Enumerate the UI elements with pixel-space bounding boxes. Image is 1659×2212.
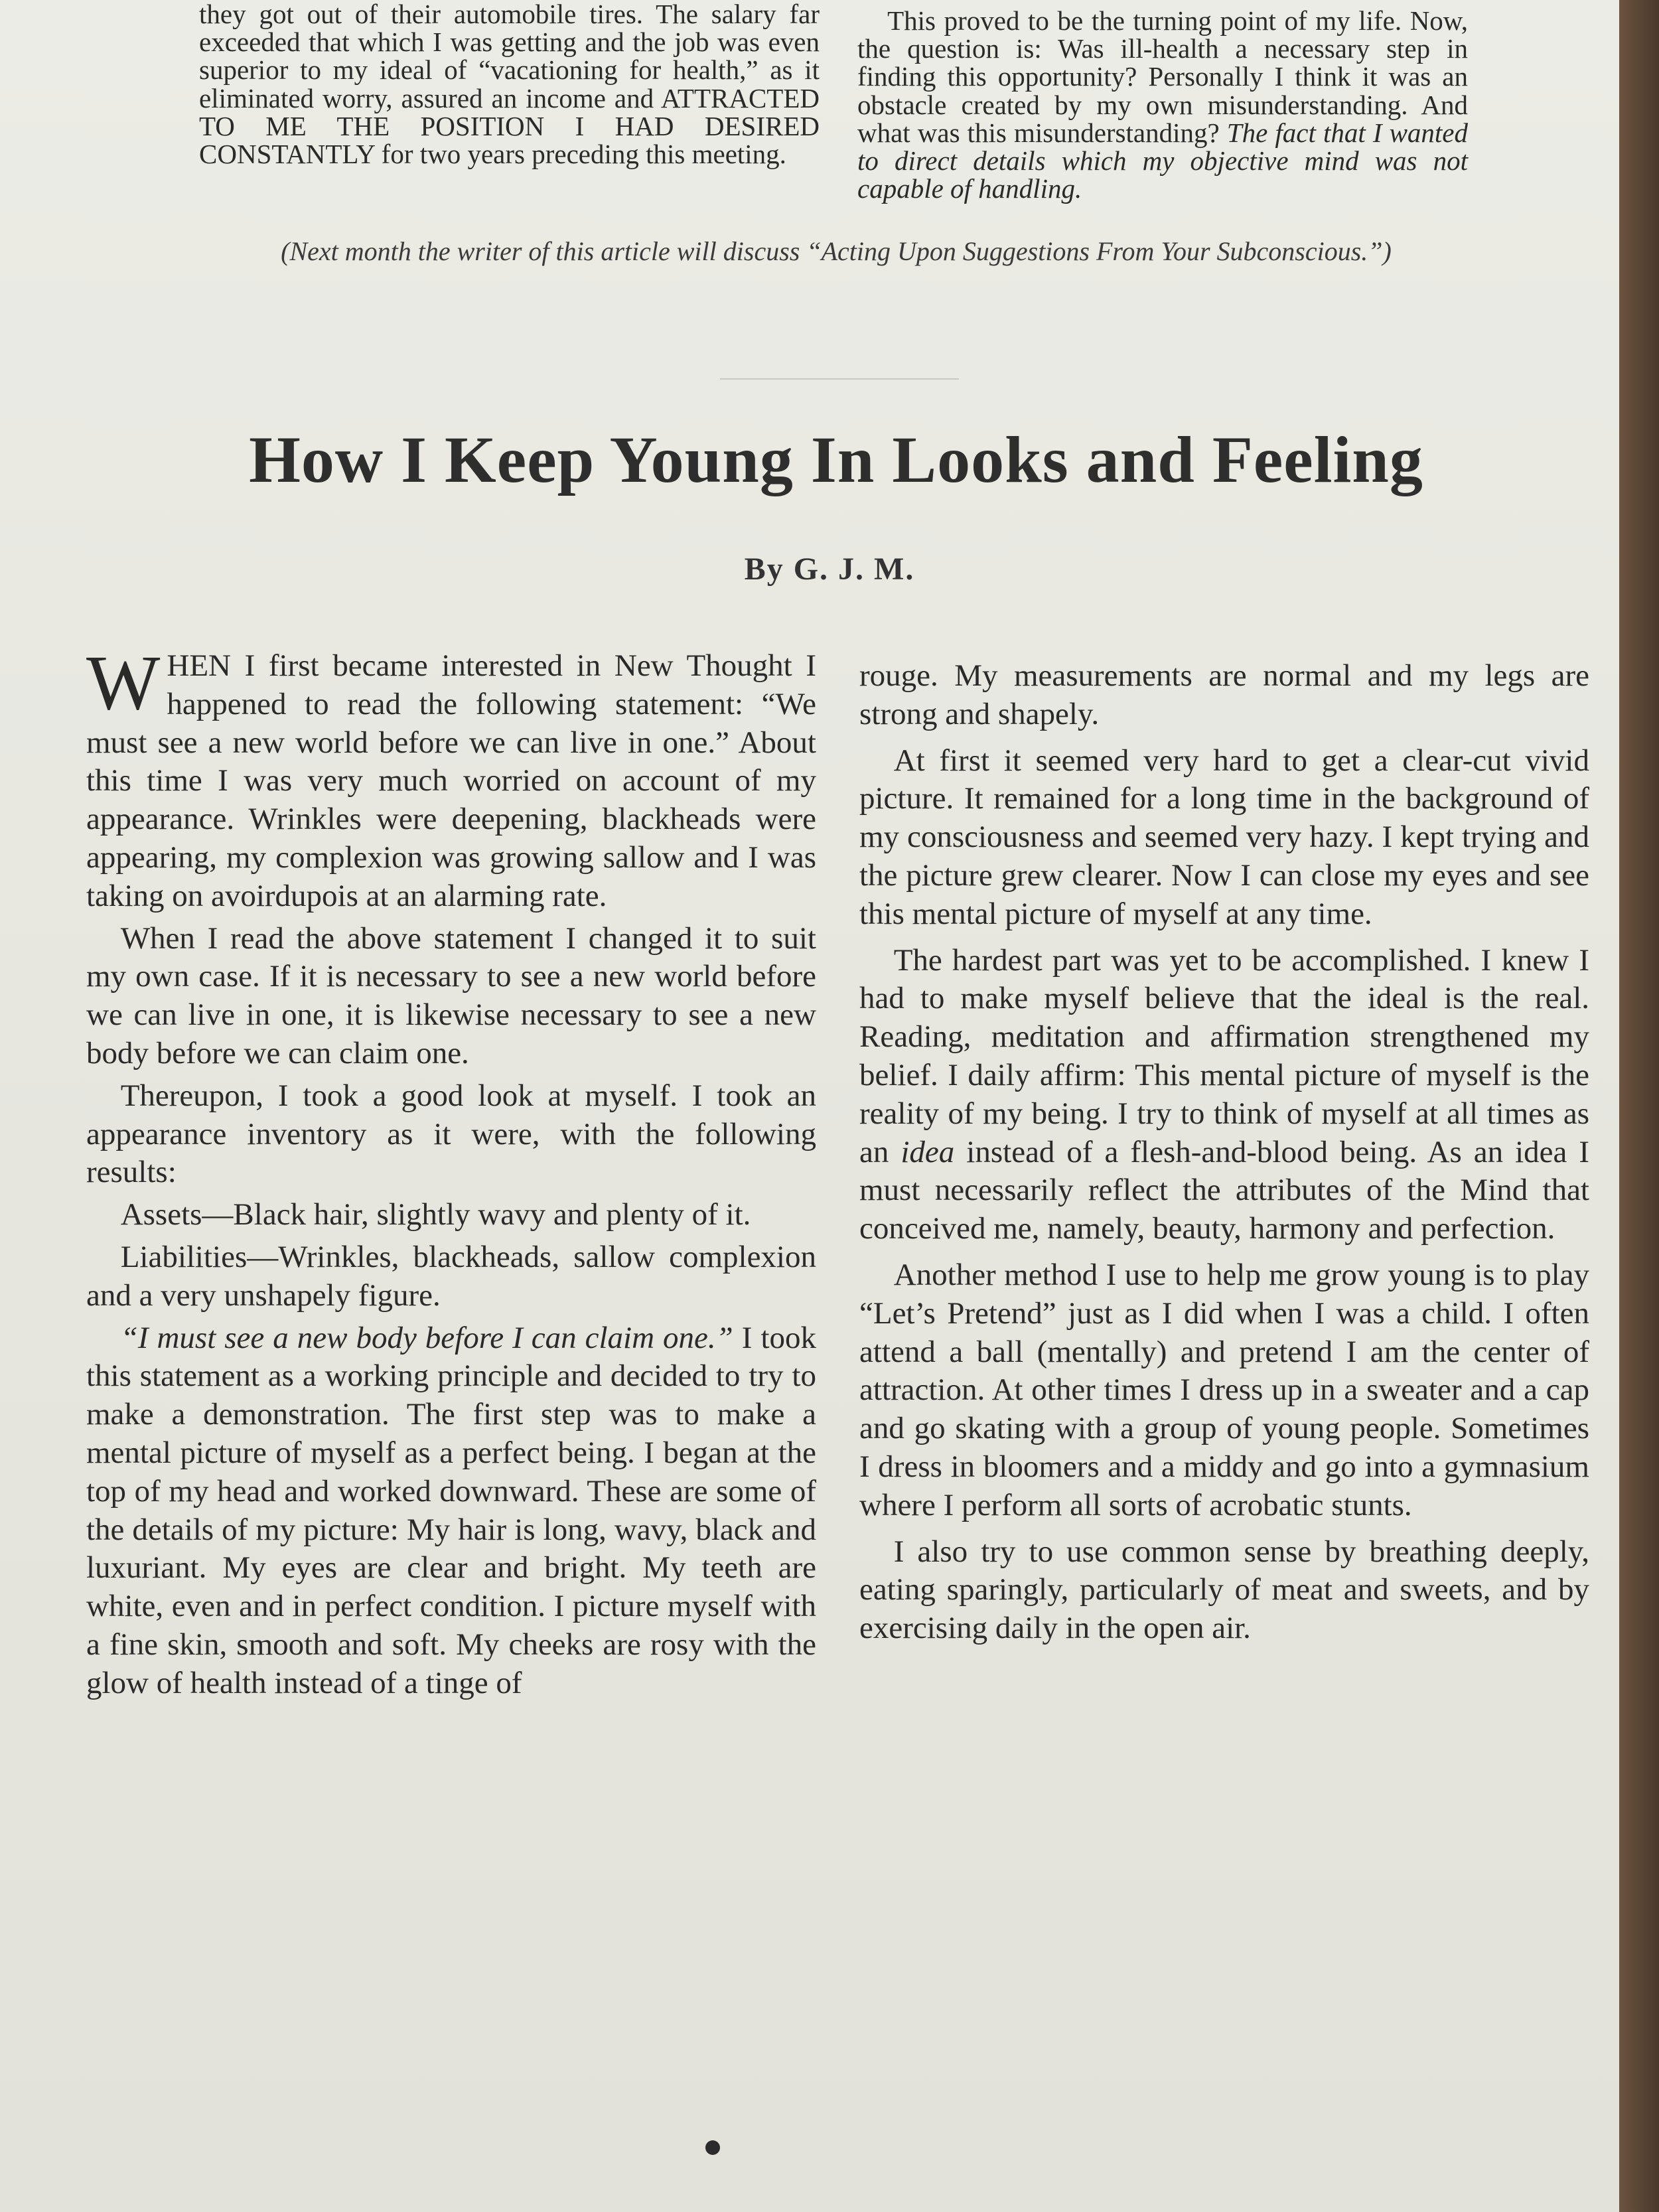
previous-article-paragraph: they got out of their automobile tires. The salary far exceeded that which I was getting and the job was even superior to my ideal of “vacationing for health,” as it eliminated worry, assured an income and ATTRACTED TO ME THE POSITION I HAD DESIRED CONSTANTLY for two years preceding this meeting. [199, 0, 820, 170]
previous-article-left-column [199, 0, 820, 168]
ink-spot [705, 2140, 720, 2155]
article-paragraph-pretend: Another method I use to help me grow young is to play “Let’s Pretend” just as I did when I was a child. I often attend a ball (mentally) and pretend I am the center of attraction. At other times I dress up in a sweater and a cap and go skating with a group of young people. Sometimes I dress in bloomers and a middy and go into a gymnasium where I perform all sorts of acrobatic stunts. [859, 1257, 1589, 1522]
liabilities-paragraph: Liabilities—Wrinkles, blackheads, sallow complexion and a very unshapely figure. [86, 1239, 816, 1313]
paragraph-1-text: HEN I first became interested in New Thought I happened to read the following statement: “We must see a new world before we can live in one.” About this time I was very much worried on account of my appearance. Wrinkles were deepening, blackheads were appearing, my complexion was growing sallow and I was taking on avoirdupois at an alarming rate. [86, 648, 816, 913]
conclusion-italic-text: The fact that I wanted to direct details which my objective mind was not capable of handling. [857, 117, 1469, 204]
drop-cap: W [86, 639, 161, 726]
previous-article-conclusion [857, 7, 1468, 203]
article-paragraph-1 [86, 639, 816, 916]
idea-emphasis: idea [901, 1134, 955, 1169]
article-paragraph-6 [86, 1319, 816, 1703]
article-paragraph-hardest-part [859, 942, 1589, 1248]
hardest-part-text: The hardest part was yet to be accomplished. I knew I had to make myself believe that the ideal is the real. Reading, meditation and affirmation strengthened my belief. I daily affirm: This mental picture of myself is the reality of my being. I try to think of myself at all times as an [859, 942, 1589, 1169]
hardest-part-text-end: instead of a flesh-and-blood being. As an idea I must necessarily reflect the attributes of the Mind that conceived me, namely, beauty, harmony and perfection. [859, 1134, 1590, 1246]
article-right-column [859, 657, 1589, 1648]
article-title: How I Keep Young In Looks and Feeling [249, 423, 1423, 496]
working-principle-quote: “I must see a new body before I can claim one.” [120, 1320, 733, 1355]
article-paragraph-picture: At first it seemed very hard to get a clear-cut vivid picture. It remained for a long time in the background of my consciousness and seemed very hazy. I kept trying and the picture grew clearer. Now I can close my eyes and see this mental picture of myself at any time. [859, 743, 1589, 931]
article-paragraph-2: When I read the above statement I changed it to suit my own case. If it is necessary to see a new world before we can live in one, it is likewise necessary to see a new body before we can claim one. [86, 921, 816, 1070]
table-background [1619, 0, 1659, 2212]
article-paragraph-common-sense: I also try to use common sense by breathing deeply, eating sparingly, particularly of meat and sweets, and by exercising daily in the open air. [859, 1534, 1589, 1646]
article-byline: By G. J. M. [744, 552, 915, 587]
previous-article-right-column [857, 7, 1468, 203]
assets-paragraph: Assets—Black hair, slightly wavy and plenty of it. [120, 1197, 751, 1232]
continued-paragraph: rouge. My measurements are normal and my legs are strong and shapely. [859, 658, 1589, 731]
next-month-note: (Next month the writer of this article will discuss “Acting Upon Suggestions From Your Subconscious.”) [281, 236, 1392, 266]
conclusion-text: This proved to be the turning point of my life. Now, the question is: Was ill-health a necessary step in finding this opportunity? Personally I think it was an obstacle created by my own misunderstanding. And what was this misunderstanding? [857, 5, 1468, 148]
section-divider [720, 378, 959, 380]
article-paragraph-3: Thereupon, I took a good look at myself. I took an appearance inventory as it were, with the following results: [86, 1078, 816, 1190]
article-left-column [86, 639, 816, 1703]
paragraph-6-text: I took this statement as a working principle and decided to try to make a demonstration. The first step was to make a mental picture of myself as a perfect being. I began at the top of my head and worked downward. These are some of the details of my picture: My hair is long, wavy, black and luxuriant. My eyes are clear and bright. My teeth are white, even and in perfect condition. I picture myself with a fine skin, smooth and soft. My cheeks are rosy with the glow of health instead of a tinge of [86, 1320, 816, 1700]
